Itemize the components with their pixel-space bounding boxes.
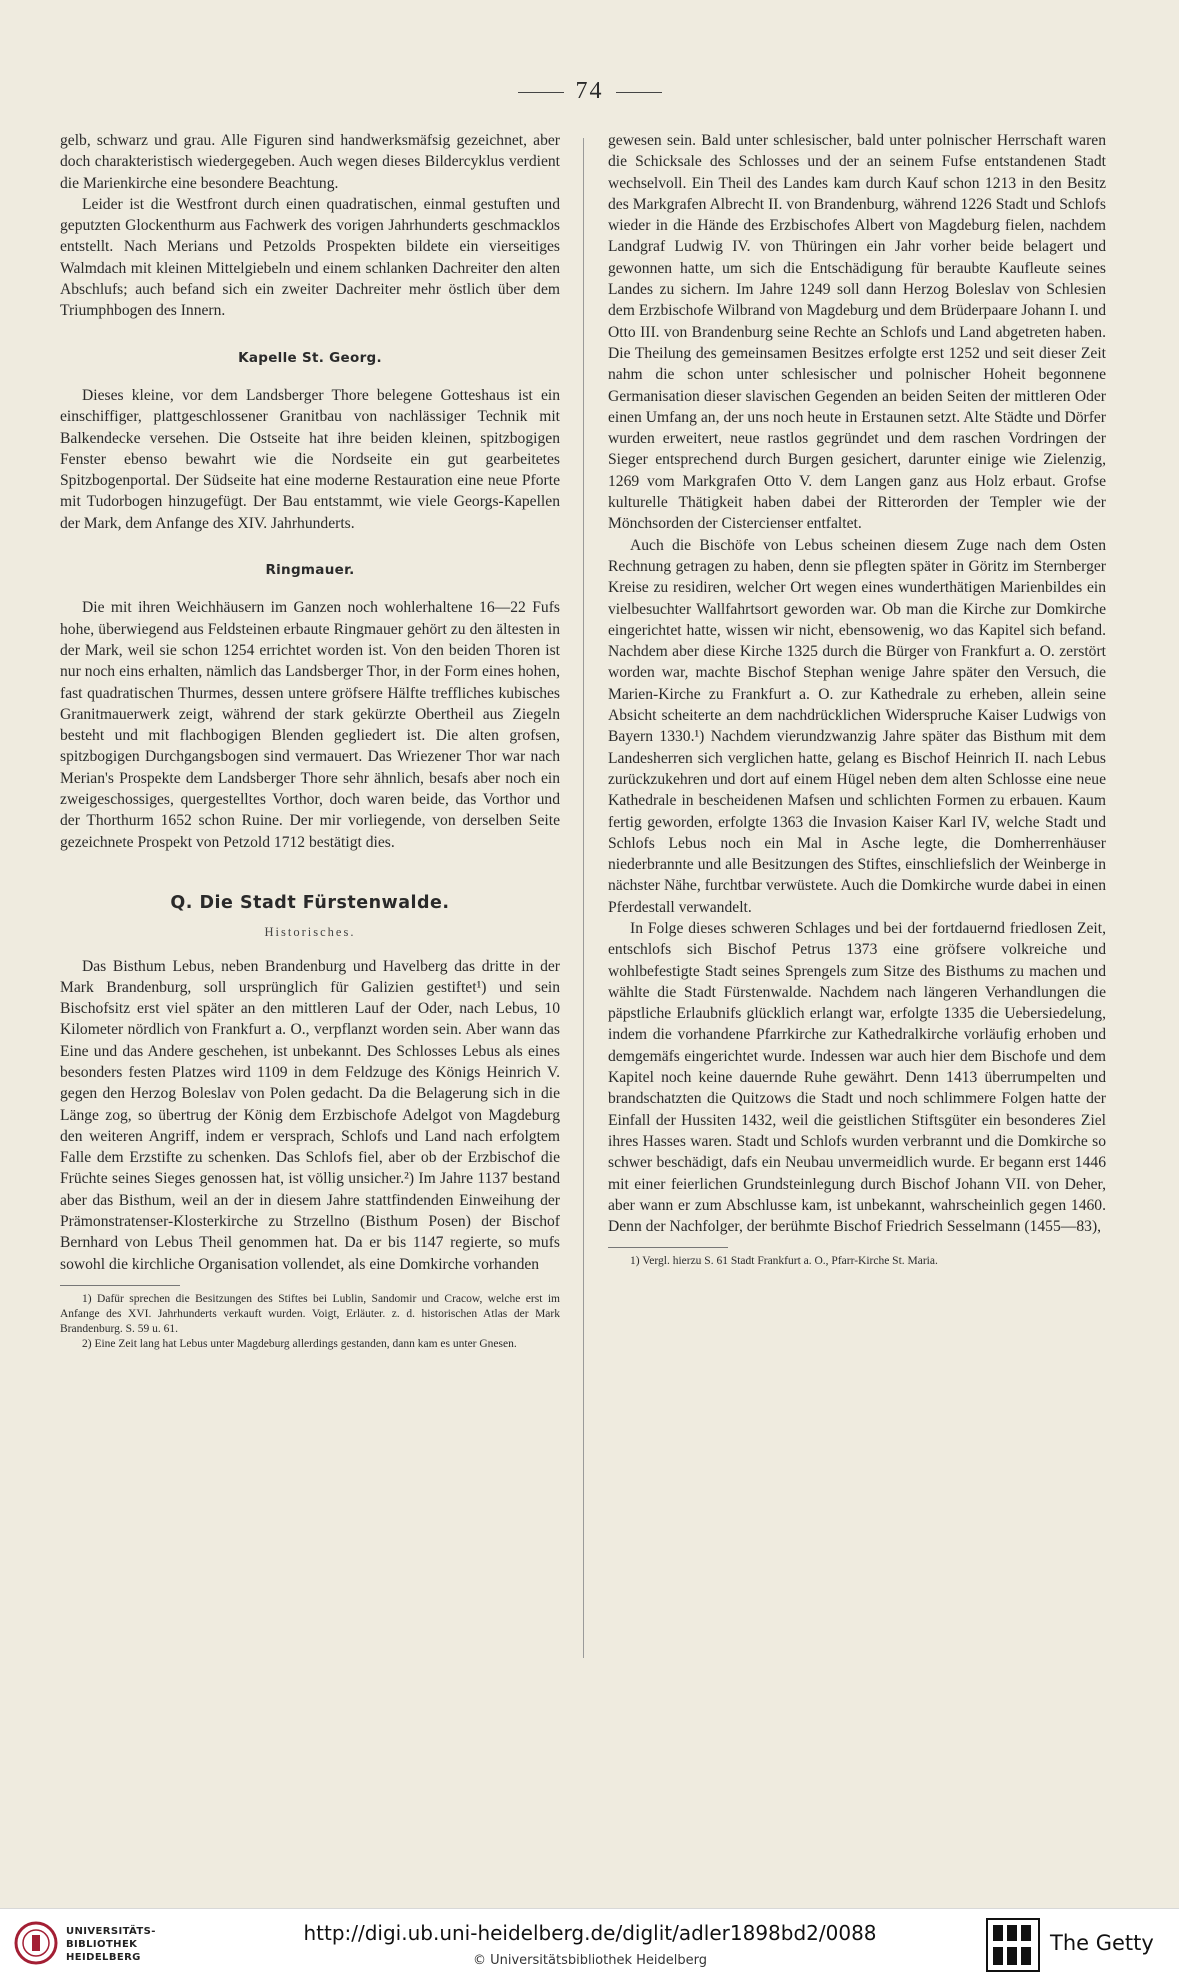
- subheading: Historisches.: [264, 925, 356, 940]
- paragraph: Die mit ihren Weichhäusern im Ganzen noch wohlerhaltene 16—22 Fufs hohe, überwiegend aus Feldsteinen erbaute Ringmauer gehört zu den ältesten in der Mark, weil sie schon 1254 errichtet worden ist. Von den beiden Thoren ist nur noch eins erhalten, nämlich das Landsberger Thor, in der Form eines hohen, fast quadratischen Thurmes, dessen untere gröfsere Hälfte treffliches kubisches Granitmauerwerk zeigt, während der stark gekürzte Obertheil aus Ziegeln besteht und mit flachbogigen Blenden gegliedert ist. Die alten grofsen, spitzbogigen Durchgangsbogen sind vermauert. Das Wriezener Thor war nach Merian's Prospekte dem Landsberger Thore sehr ähnlich, besafs aber noch ein zweigeschossiges, quergestelltes Vorthor, doch waren beide, das Vorthor und der Thorthurm 1652 schon Ruine. Der mir vorliegende, von derselben Seite gezeichnete Prospekt von Petzold 1712 bestätigt dies.: [60, 599, 560, 851]
- paragraph: Dieses kleine, vor dem Landsberger Thore belegene Gotteshaus ist ein einschiffiger, plattgeschlossener Granitbau von nachlässiger Technik mit Balkendecke versehen. Die Ostseite hat ihre beiden kleinen, spitzbogigen Fenster ebenso bewahrt wie die Nordseite ein gut gearbeitetes Spitzbogenportal. Der Südseite hat eine moderne Restauration eine neue Pforte mit Tudorbogen hinzugefügt. Der Bau entstammt, wie viele Georgs-Kapellen der Mark, dem Anfange des XIV. Jahrhunderts.: [60, 386, 560, 532]
- getty-name: The Getty: [1050, 1931, 1154, 1955]
- footnote-rule: [60, 1285, 180, 1286]
- paragraph: Das Bisthum Lebus, neben Brandenburg und Havelberg das dritte in der Mark Brandenburg, soll ursprünglich für Galizien gestiftet¹) und sein Bischofsitz erst viel später an den mittleren Lauf der Oder, nach Lebus, 10 Kilometer nördlich von Frankfurt a. O., verpflanzt worden sein. Aber wann das Eine und das Andere geschehen, ist unbekannt. Des Schlosses Lebus als eines besonders festen Platzes wird 1109 in dem Feldzuge des Königs Heinrich V. gegen den Herzog Boleslav von Polen gedacht. Da die Belagerung sich in die Länge zog, so übertrug der König dem Erzbischofe Adelgot von Magdeburg den weiteren Angriff, indem er versprach, Schlofs und Land nach erfolgtem Falle dem Erzstifte zu schenken. Das Schlofs fiel, aber ob der Erzbischof die Früchte seines Sieges genossen hat, ist völlig unsicher.²) Im Jahre 1137 bestand aber das Bisthum, weil an der in diesem Jahre stattfindenden Einweihung der Prämonstratenser-Klosterkirche zu Strzellno (Bisthum Posen) der Bischof Bernhard von Lebus Theil genommen hat. Da er bis 1147 regierte, so mufs sowohl die kirchliche Organisation vollendet, als eine Domkirche vorhanden: [60, 957, 560, 1273]
- column-divider: [583, 138, 584, 1658]
- heidelberg-seal-icon: [14, 1921, 58, 1965]
- viewer-footer: [0, 1908, 1179, 1981]
- copyright-notice: © Universitätsbibliothek Heidelberg: [472, 1953, 707, 1968]
- institution-name: UNIVERSITÄTS- BIBLIOTHEK HEIDELBERG: [66, 1926, 156, 1963]
- page-number: 74: [0, 78, 1179, 105]
- paragraph: In Folge dieses schweren Schlages und bei der fortdauernd friedlosen Zeit, entschlofs sich Bischof Petrus 1373 eine gröfsere volkreiche und wohlbefestigte Stadt seines Sprengels zum Sitze des Bisthums zu machen und wählte die Stadt Fürstenwalde. Nachdem nach längeren Verhandlungen die päpstliche Erlaubnifs glücklich erlangt war, erfolgte 1335 die Uebersiedelung, indem die vorhandene Pfarrkirche zur Kathedralkirche vorläufig erhoben und demgemäfs eingerichtet wurde. Indessen war auch hier dem Bischofe und dem Kapitel noch keine dauernde Ruhe gewährt. Denn 1413 überrumpelten und brandschatzten die Quitzows die Stadt und noch schlimmere Folgen hatte der Einfall der Hussiten 1432, weil die geistlichen Stiftsgüter ein besonderes Ziel ihres Hasses waren. Stadt und Schlofs wurden verbrannt und die Domkirche so schwer beschädigt, dafs ein Neubau unvermeidlich wurde. Er begann erst 1446 mit einer feierlichen Grundsteinlegung durch Bischof Johann VII. von Deher, aber wann er zum Abschlusse kam, ist unbekannt, wahrscheinlich gegen 1460. Denn der Nachfolger, der berühmte Bischof Friedrich Sesselmann (1455—83),: [608, 919, 1106, 1236]
- footnote-rule: [608, 1247, 728, 1248]
- left-column: [60, 130, 560, 1352]
- footnote: 1) Vergl. hierzu S. 61 Stadt Frankfurt a. O., Pfarr-Kirche St. Maria.: [630, 1255, 938, 1268]
- chapter-heading: Q. Die Stadt Fürstenwalde.: [170, 892, 450, 913]
- section-heading-ringmauer: Ringmauer.: [265, 562, 355, 579]
- right-column: [608, 130, 1106, 1269]
- footnote: 1) Dafür sprechen die Besitzungen des Stiftes bei Lublin, Sandomir und Cracow, welche erst im Anfange des XVI. Jahrhunderts verkauft wurden. Voigt, Erläuter. z. d. historischen Atlas der Mark Brandenburg. S. 59 u. 61.: [60, 1292, 560, 1335]
- paragraph: gewesen sein. Bald unter schlesischer, bald unter polnischer Herrschaft waren die Schicksale des Schlosses und der an seinem Fufse entstandenen Stadt wechselvoll. Ein Theil des Landes kam durch Kauf schon 1213 in den Besitz des Markgrafen Albrecht II. von Brandenburg, während 1226 Stadt und Schlofs wieder in die Hände des Erzbischofes Albert von Magdeburg fielen, nachdem Landgraf Ludwig IV. von Thüringen ein Jahr vorher beide belagert und gewonnen hatte, um sich die Entschädigung für beraubte Kaufleute seines Landes zu sichern. Im Jahre 1249 soll dann Herzog Boleslav von Schlesien dem Erzbischofe Wilbrand von Magdeburg und dem Brüderpaare Johann I. und Otto III. von Brandenburg seine Rechte an Schlofs und Land abgetreten haben. Die Theilung des gemeinsamen Besitzes erfolgte erst 1252 und seit dieser Zeit nahm die schon unter schlesischer und polnischer Hoheit begonnene Germanisation dieser slavischen Gegenden an beiden Seiten der mittleren Oder einen Umfang an, der uns noch heute in Erstaunen setzt. Alte Städte und Dörfer wurden erweitert, neue rastlos gegründet und dem raschen Vordringen der Sieger entsprechend durch Burgen gesichert, darunter einige wie Zielenzig, 1269 vom Markgrafen Otto V. dem Langen ganz aus Holz erbaut. Grofse kulturelle Thätigkeit haben dabei der Ritterorden der Templer wie der Mönchsorden der Cistercienser entfaltet.: [608, 132, 1106, 533]
- section-heading-kapelle: Kapelle St. Georg.: [238, 349, 382, 366]
- getty-logo-icon: [985, 1917, 1041, 1973]
- permalink-url[interactable]: http://digi.ub.uni-heidelberg.de/diglit/adler1898bd2/0088: [303, 1921, 877, 1945]
- paragraph: Leider ist die Westfront durch einen quadratischen, einmal gestuften und geputzten Glockenthurm aus Fachwerk des vorigen Jahrhunderts geschmacklos entstellt. Nach Merians und Petzolds Prospekten bildete ein vierseitiges Walmdach mit kleinen Mittelgiebeln und einem schlanken Dachreiter den alten Abschlufs; auch befand sich ein zweiter Dachreiter mehr östlich über dem Triumphbogen des Innern.: [60, 195, 560, 320]
- paragraph: Auch die Bischöfe von Lebus scheinen diesem Zuge nach dem Osten Rechnung getragen zu haben, denn sie pflegten später in Göritz im Sternberger Kreise zu residiren, welcher Ort wegen eines wunderthätigen Marienbildes ein vielbesuchter Wallfahrtsort geworden war. Ob man die Kirche zur Domkirche eingerichtet hatte, wissen wir nicht, ebensowenig, wo das Kapitel sich befand. Nachdem aber diese Kirche 1325 durch die Bürger von Frankfurt a. O. zerstört worden war, machte Bischof Stephan wenige Jahre später den Versuch, die Marien-Kirche zu Frankfurt a. O. zur Kathedrale zu erheben, allein seine Absicht scheiterte an dem nachdrücklichen Widerspruche Kaiser Ludwigs von Bayern 1330.¹) Nachdem vierundzwanzig Jahre später das Bisthum mit dem Landesherren sich verglichen hatte, gelang es Bischof Heinrich II. nach Lebus zurückzukehren und dort auf einem Hügel neben dem alten Schlosse eine neue Kathedrale in bescheidenen Mafsen und schlichten Formen zu erbauen. Kaum fertig geworden, erfolgte 1363 die Invasion Kaiser Karl IV, welche Stadt und Schlofs Lebus noch ein Mal in Asche legte, die Domherrenhäuser niederbrannte und alle Besitzungen des Stiftes, einschliefslich der Weinberge in nächster Nähe, furchtbar verwüstete. Auch die Domkirche wurde dabei in einen Pferdestall verwandelt.: [608, 536, 1106, 916]
- paragraph: gelb, schwarz und grau. Alle Figuren sind handwerksmäfsig gezeichnet, aber doch charakteristisch wiedergegeben. Auch wegen dieses Bildercyklus verdient die Marienkirche eine besondere Beachtung.: [60, 132, 560, 192]
- footnote: 2) Eine Zeit lang hat Lebus unter Magdeburg allerdings gestanden, dann kam es unter Gnesen.: [82, 1337, 517, 1350]
